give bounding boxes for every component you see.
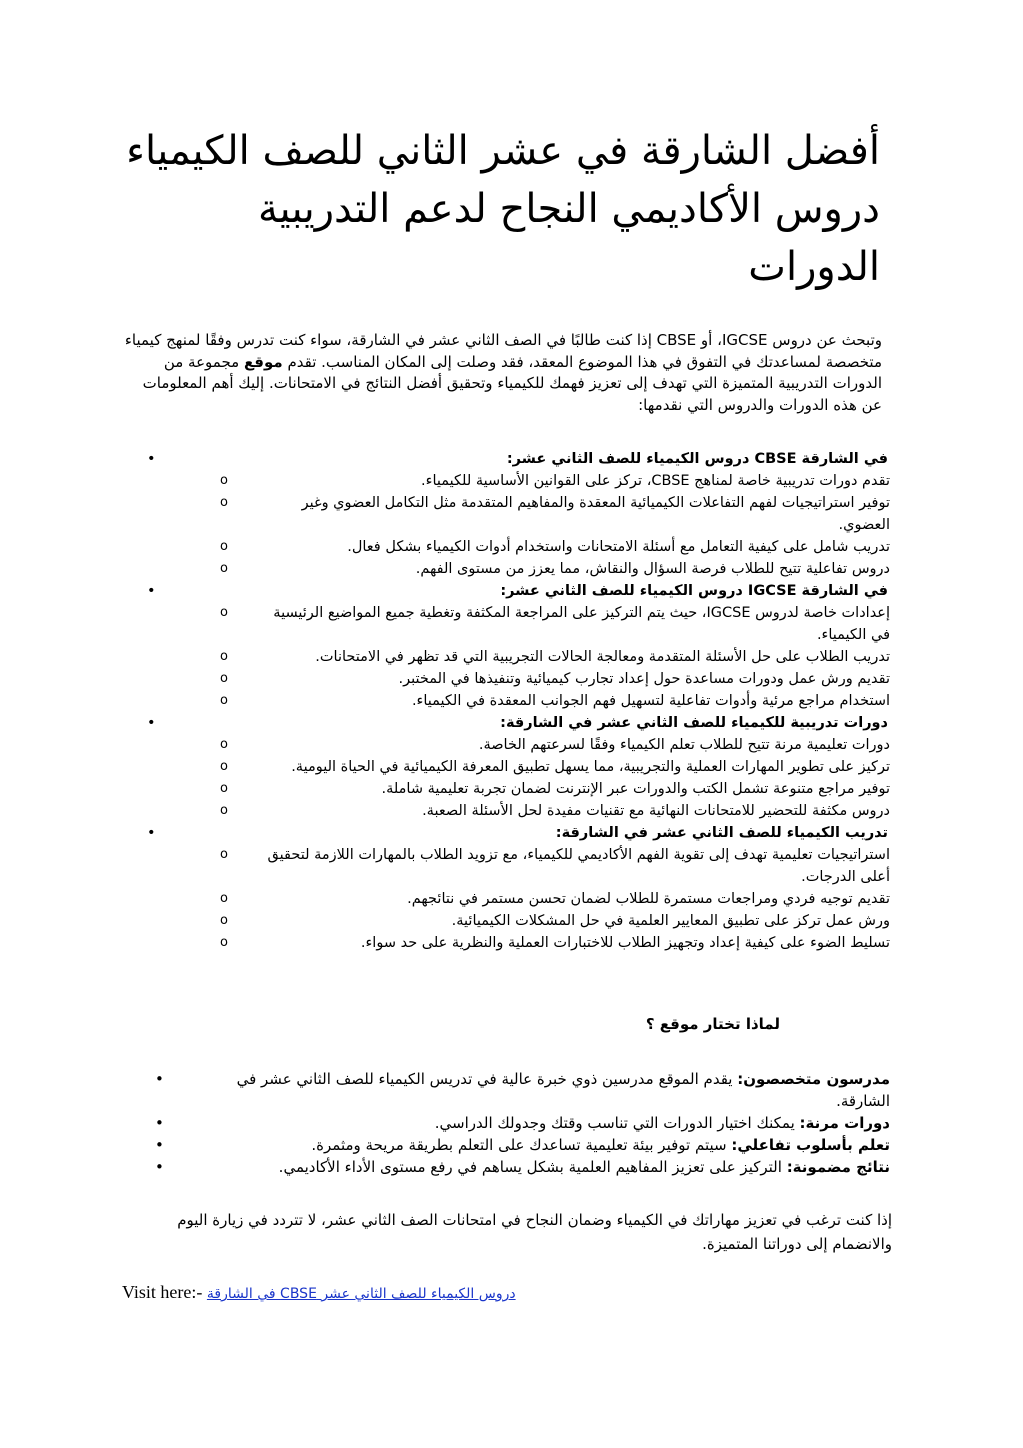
circle-bullet-icon: o [220,781,228,796]
list-item: • دورات مرنة: يمكنك اختيار الدورات التي تناسب وقتك وجدولك الدراسي. [155,1114,890,1132]
section-cbse [147,448,890,580]
bullet-icon: • [155,1070,164,1088]
list-item: o تدريب الطلاب على حل الأسئلة المتقدمة ومعالجة الحالات التجريبية التي قد تظهر في الامتحانات. [254,646,890,668]
section-igcse [147,580,890,712]
section-courses [147,712,890,822]
intro-text-1: وتبحث عن دروس IGCSE، أو CBSE إذا كنت طالبًا في الصف الثاني عشر في الشارقة، سواء كنت تدرس وفقًا لمنهج كيمياء متخصصة لمساعدتك في التفوق في هذا الموضوع المعقد، فقد وصلت إلى المكان المناسب. تقدم [124,331,882,371]
circle-bullet-icon: o [220,693,228,708]
intro-bold-word: موقع [243,352,283,371]
intro-text-2: مجموعة من الدورات التدريبية المتميزة التي تهدف إلى تعزيز فهمك للكيمياء وتحقيق أفضل النتائج في الامتحانات. إليك أهم المعلومات عن هذه الدورات والدروس التي نقدمها: [142,352,882,414]
circle-bullet-icon: o [220,737,228,752]
section-heading: في الشارقة IGCSE دروس الكيمياء للصف الثاني عشر: [500,583,888,599]
list-item: o دروس مكثفة للتحضير للامتحانات النهائية مع تقنيات مفيدة لحل الأسئلة الصعبة. [254,800,890,822]
list-item: o استخدام مراجع مرئية وأدوات تفاعلية لتسهيل فهم الجوانب المعقدة في الكيمياء. [254,690,890,712]
circle-bullet-icon: o [220,803,228,818]
circle-bullet-icon: o [220,935,228,950]
why-list [150,1068,890,1178]
visit-label: Visit here:- [122,1282,203,1302]
list-item: o إعدادات خاصة لدروس IGCSE، حيث يتم التركيز على المراجعة المكثفة وتغطية جميع المواضيع الرئيسية في الكيمياء. [254,602,890,646]
list-item: o دروس تفاعلية تتيح للطلاب فرصة السؤال والنقاش، مما يعزز من مستوى الفهم. [254,558,890,580]
list-item: o تقدم دورات تدريبية خاصة لمناهج CBSE، تركز على القوانين الأساسية للكيمياء. [254,470,890,492]
list-item: • نتائج مضمونة: التركيز على تعزيز المفاهيم العلمية بشكل يساهم في رفع مستوى الأداء الأكاديمي. [155,1158,890,1176]
section-training [147,822,890,954]
circle-bullet-icon: o [220,671,228,686]
circle-bullet-icon: o [220,891,228,906]
circle-bullet-icon: o [220,605,228,620]
why-heading: لماذا تختار موقع ؟ [645,1015,780,1033]
intro-paragraph [122,330,882,416]
list-item: • تعلم بأسلوب تفاعلي: سيتم توفير بيئة تعليمية تساعدك على التعلم بطريقة مريحة ومثمرة. [155,1136,890,1154]
circle-bullet-icon: o [220,913,228,928]
circle-bullet-icon: o [220,561,228,576]
list-item: o استراتيجيات تعليمية تهدف إلى تقوية الفهم الأكاديمي للكيمياء، مع تزويد الطلاب بالمهارات اللازمة لتحقيق أعلى الدرجات. [254,844,890,888]
list-item: • مدرسون متخصصون: يقدم الموقع مدرسين ذوي خبرة عالية في تدريس الكيمياء للصف الثاني عشر في الشارقة. [155,1070,890,1110]
visit-link[interactable]: دروس الكيمياء للصف الثاني عشر CBSE في الشارقة [206,1286,516,1302]
bullet-icon: • [147,715,156,731]
bullet-icon: • [147,825,156,841]
list-item: o توفير مراجع متنوعة تشمل الكتب والدورات عبر الإنترنت لضمان تجربة تعليمية شاملة. [254,778,890,800]
list-item: o دورات تعليمية مرنة تتيح للطلاب تعلم الكيمياء وفقًا لسرعتهم الخاصة. [254,734,890,756]
list-item: o ورش عمل تركز على تطبيق المعايير العلمية في حل المشكلات الكيميائية. [254,910,890,932]
bullet-icon: • [155,1114,164,1132]
visit-line [122,1279,516,1307]
bullet-icon: • [147,451,156,467]
section-heading: تدريب الكيمياء للصف الثاني عشر في الشارقة: [555,825,888,841]
list-item: o تسليط الضوء على كيفية إعداد وتجهيز الطلاب للاختبارات العملية والنظرية على حد سواء. [254,932,890,954]
circle-bullet-icon: o [220,847,228,862]
list-item: o تقديم ورش عمل ودورات مساعدة حول إعداد تجارب كيميائية وتنفيذها في المختبر. [254,668,890,690]
circle-bullet-icon: o [220,759,228,774]
circle-bullet-icon: o [220,495,228,510]
list-item: o تقديم توجيه فردي ومراجعات مستمرة للطلاب لضمان تحسن مستمر في نتائجهم. [254,888,890,910]
section-heading: في الشارقة CBSE دروس الكيمياء للصف الثاني عشر: [506,451,888,467]
bullet-icon: • [155,1136,164,1154]
bullet-icon: • [147,583,156,599]
list-item: o توفير استراتيجيات لفهم التفاعلات الكيميائية المعقدة والمفاهيم المتقدمة مثل التكامل العضوي وغير العضوي. [254,492,890,536]
sections-list [147,448,890,954]
list-item: o تركيز على تطوير المهارات العملية والتجريبية، مما يسهل تطبيق المعرفة الكيميائية في الحياة اليومية. [254,756,890,778]
list-item: o تدريب شامل على كيفية التعامل مع أسئلة الامتحانات واستخدام أدوات الكيمياء بشكل فعال. [254,536,890,558]
circle-bullet-icon: o [220,539,228,554]
bullet-icon: • [155,1158,164,1176]
circle-bullet-icon: o [220,649,228,664]
closing-paragraph: إذا كنت ترغب في تعزيز مهاراتك في الكيمياء وضمان النجاح في امتحانات الصف الثاني عشر، لا تتردد في زيارة اليوم والانضمام إلى دوراتنا المتميزة. [177,1211,892,1253]
page-title: أفضل الشارقة في عشر الثاني للصف الكيمياء دروس الأكاديمي النجاح لدعم التدريبية الدورات [126,128,880,290]
section-heading: دورات تدريبية للكيمياء للصف الثاني عشر في الشارقة: [500,715,888,731]
circle-bullet-icon: o [220,473,228,488]
